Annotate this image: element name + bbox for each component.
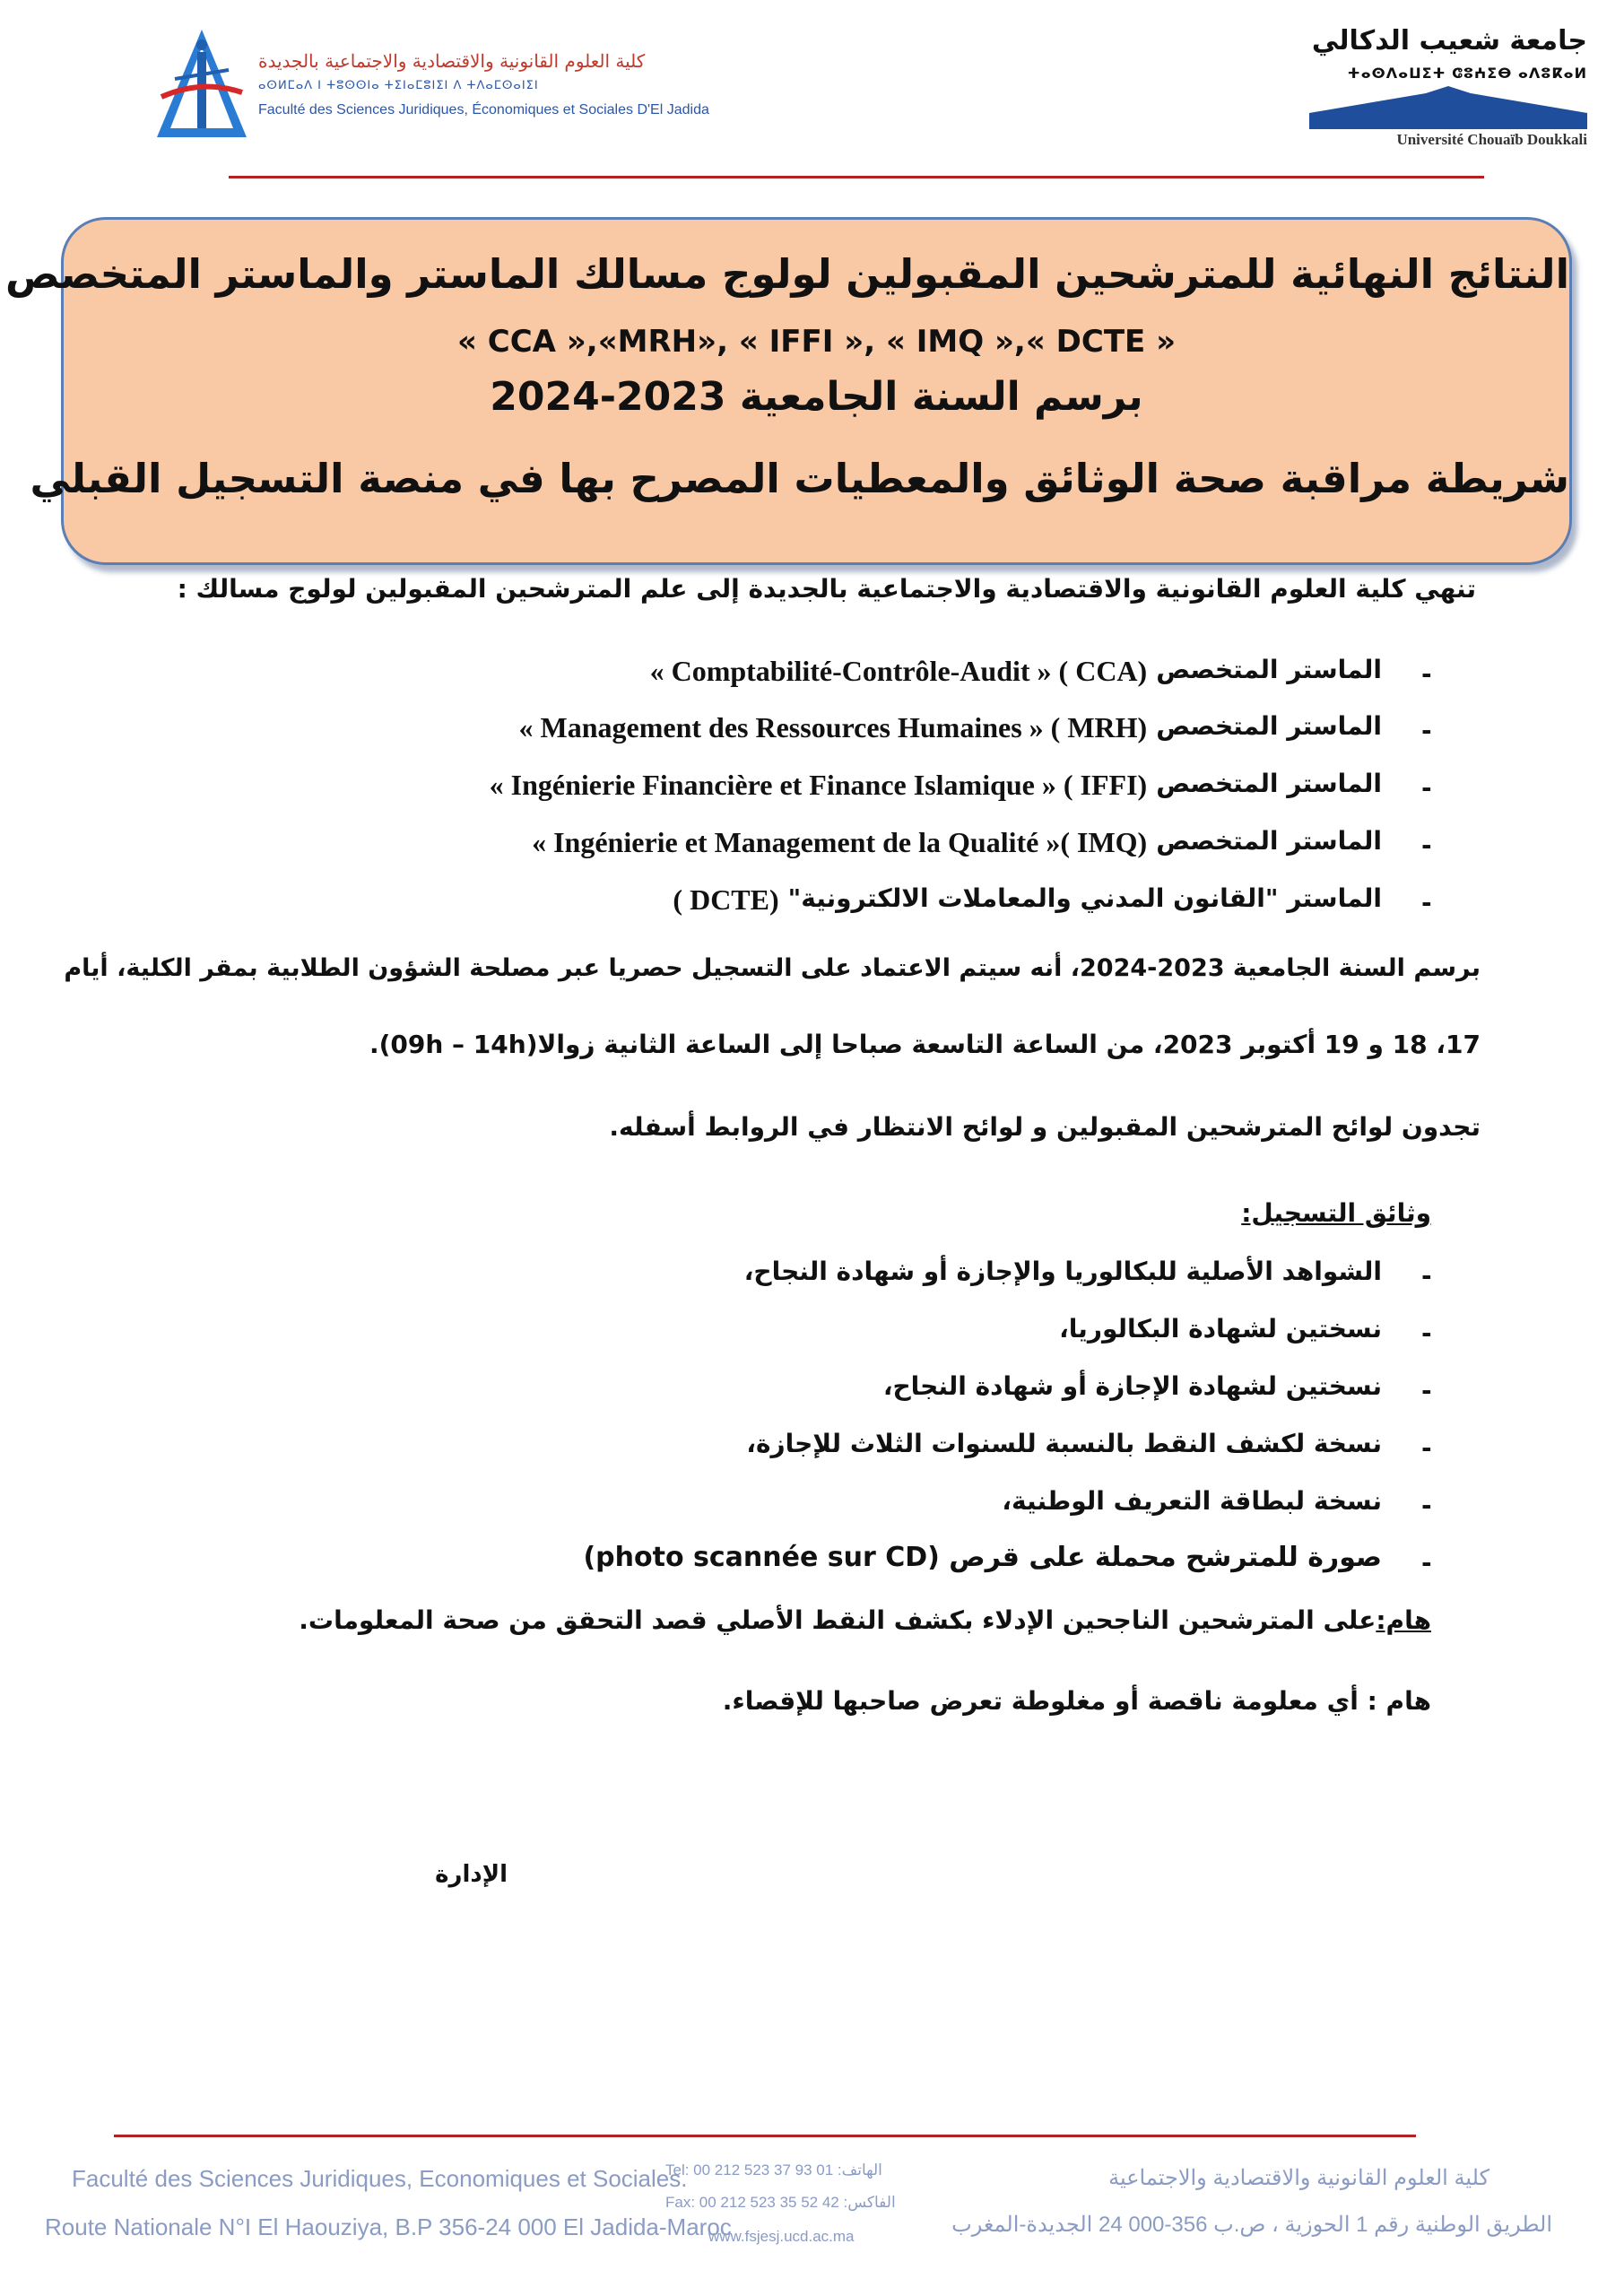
important-note-1: هام:على المترشحين الناجحين الإدلاء بكشف النقط الأصلي قصد التحقق من صحة المعلومات. [299, 1605, 1431, 1635]
registration-paragraph-line-1: برسم السنة الجامعية 2023-2024، أنه سيتم الاعتماد على التسجيل حصريا عبر مصلحة الشؤون الطلابية بمقر الكلية، أيام [64, 954, 1481, 982]
footer-address-ar: الطريق الوطنية رقم 1 الحوزية ، ص.ب 356-000 24 الجديدة-المغرب [951, 2213, 1552, 2237]
title-programs: « CCA »,«MRH», « IFFI », « IMQ »,« DCTE » [456, 324, 1177, 360]
faculty-logo [152, 25, 709, 151]
documents-heading: وثائق التسجيل: [1241, 1198, 1431, 1228]
title-box [4, 217, 1572, 565]
footer-faculty-ar: كلية العلوم القانونية والاقتصادية والاجتماعية [1108, 2166, 1489, 2190]
footer-website[interactable]: www.fsjesj.ucd.ac.ma [708, 2228, 855, 2245]
faculty-name-tifinagh: ⴰⵙⵍⵎⴰⴷ ⵏ ⵜⵓⵙⵙⵏⴰ ⵜⵉⵏⴰⵎⵓⵏⵉⵏ ⴷ ⵜⴷⴰⵎⵙⴰⵏⵉⵏ [258, 79, 539, 92]
university-name-french: Université Chouaïb Doukkali [1396, 131, 1587, 148]
important-note-2: هام : أي معلومة ناقصة أو مغلوطة تعرض صاحبها للإقصاء. [722, 1686, 1431, 1716]
program-name-fr: « Comptabilité-Contrôle-Audit » ( CCA) [649, 655, 1148, 687]
lists-note: تجدون لوائح المترشحين المقبولين و لوائح الانتظار في الروابط أسفله. [609, 1112, 1481, 1142]
signature-administration: الإدارة [435, 1861, 508, 1888]
title-condition: شريطة مراقبة صحة الوثائق والمعطيات المصرح بها في منصة التسجيل القبلي [30, 455, 1569, 502]
title-line-1: النتائج النهائية للمترشحين المقبولين لولوج مسالك الماستر والماستر المتخصص [4, 250, 1569, 298]
faculty-emblem-icon [152, 25, 251, 142]
footer-address-fr: Route Nationale N°I El Haouziya, B.P 356-24 000 El Jadida-Maroc [45, 2213, 732, 2240]
header-divider [229, 176, 1484, 178]
important-label: هام: [1376, 1605, 1431, 1635]
footer-faculty-fr: Faculté des Sciences Juridiques, Economiques et Sociales. [72, 2165, 688, 2192]
title-academic-year: برسم السنة الجامعية 2023-2024 [490, 374, 1143, 420]
registration-paragraph-line-2: 17، 18 و 19 أكتوبر 2023، من الساعة التاسعة صباحا إلى الساعة الثانية زوالا(09h – 14h). [369, 1030, 1481, 1059]
footer-divider [114, 2135, 1416, 2137]
program-label-ar: الماستر "القانون المدني والمعاملات الالكترونية" [787, 883, 1382, 913]
program-label-ar: الماستر المتخصص [1156, 655, 1382, 684]
intro-text: تنهي كلية العلوم القانونية والاقتصادية والاجتماعية بالجديدة إلى علم المترشحين المقبولين لولوج مسالك : [177, 574, 1476, 604]
university-name-arabic: جامعة شعيب الدكالي [1311, 25, 1587, 57]
program-name-fr: « Ingénierie Financière et Finance Islamique » ( IFFI) [489, 769, 1148, 801]
program-label-ar: الماستر المتخصص [1156, 769, 1382, 798]
program-name-fr: ( DCTE) [673, 883, 779, 916]
program-name-fr: « Management des Ressources Humaines » ( MRH) [518, 711, 1148, 744]
footer-fax: Fax: 00 212 523 35 52 42 :الفاكس [665, 2194, 896, 2211]
faculty-name-arabic: كلية العلوم القانونية والاقتصادية والاجتماعية بالجديدة [258, 50, 646, 72]
university-name-tifinagh: ⵜⴰⵙⴷⴰⵡⵉⵜ ⵛⵓⵄⵉⴱ ⴰⴷⵓⴽⴰⵍ [1347, 65, 1587, 82]
program-label-ar: الماستر المتخصص [1156, 711, 1382, 741]
faculty-name-french: Faculté des Sciences Juridiques, Économiques et Sociales D'El Jadida [258, 102, 709, 117]
university-emblem-icon [1309, 86, 1587, 131]
program-label-ar: الماستر المتخصص [1156, 826, 1382, 856]
program-name-fr: « Ingénierie et Management de la Qualité »( IMQ) [532, 826, 1148, 858]
university-logo [1309, 25, 1587, 160]
footer-phone: Tel: 00 212 523 37 93 01 :الهاتف [665, 2161, 882, 2179]
